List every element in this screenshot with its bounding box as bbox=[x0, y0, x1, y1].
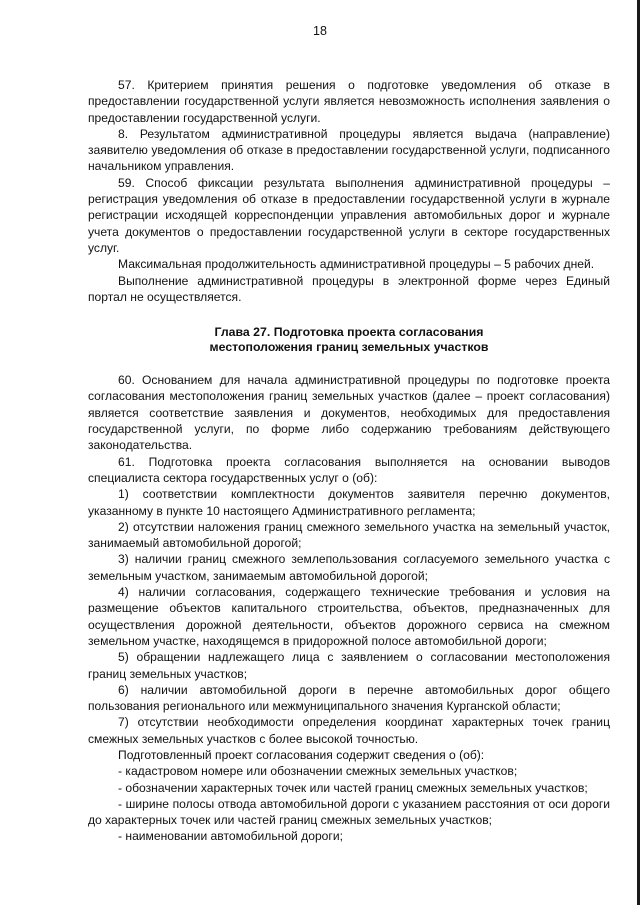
chapter-heading bbox=[88, 325, 610, 355]
paragraph-58: 8. Результатом административной процедуры является выдача (направление) заявителю уведомления об отказе в предоставлении государственной услуги, подписанного начальником управления. bbox=[88, 126, 610, 174]
paragraph-project-contents: Подготовленный проект согласования содержит сведения о (об): bbox=[118, 747, 485, 762]
list-item-6: 6) наличии автомобильной дороги в перечне автомобильных дорог общего пользования регионального или межмуниципального значения Курганской области; bbox=[88, 682, 610, 714]
paragraph-61: 61. Подготовка проекта согласования выполняется на основании выводов специалиста сектора государственных услуг о (об): bbox=[88, 454, 610, 485]
bullet-characteristic-points: - обозначении характерных точек или частей границ смежных земельных участков; bbox=[118, 780, 588, 795]
list-item-1: 1) соответствии комплектности документов заявителя перечню документов, указанному в пункте 10 настоящего Административного регламента; bbox=[88, 487, 610, 518]
list-item-3: 3) наличии границ смежного землепользования согласуемого земельного участка с земельным участком, занимаемым автомобильной дорогой; bbox=[88, 552, 610, 583]
list-item-7: 7) отсутствии необходимости определения координат характерных точек границ смежных земельных участков с более высокой точностью. bbox=[88, 715, 610, 746]
bullet-right-of-way-width: - ширине полосы отвода автомобильной дороги с указанием расстояния от оси дороги до характерных точек или частей границ смежных земельных участков; bbox=[88, 796, 610, 828]
list-item-5: 5) обращении надлежащего лица с заявлением о согласовании местоположения границ земельных участков; bbox=[88, 650, 610, 681]
chapter-heading-line1: Глава 27. Подготовка проекта согласования bbox=[214, 325, 484, 340]
paragraph-electronic-form: Выполнение административной процедуры в электронной форме через Единый портал не осуществляется. bbox=[88, 273, 610, 304]
paragraph-60: 60. Основанием для начала административной процедуры по подготовке проекта согласования местоположения границ земельных участков (далее – проект согласования) является соответствие заявления и документов, необходимых для предоставления государственной услуги, по форме либо содержанию требованиям действующего законодательства. bbox=[88, 373, 610, 453]
chapter-heading-line2: местоположения границ земельных участков bbox=[209, 340, 489, 355]
bullet-road-name: - наименовании автомобильной дороги; bbox=[118, 829, 343, 844]
list-item-4: 4) наличии согласования, содержащего технические требования и условия на размещение объектов капитального строительства, объектов, предназначенных для осуществления дорожной деятельности, объектов дорожного сервиса на смежном земельном участке, находящемся в придорожной полосе автомобильной дороги; bbox=[88, 585, 610, 648]
paragraph-59: 59. Способ фиксации результата выполнения административной процедуры – регистрация уведомления об отказе в предоставлении государственной услуги в журнале регистрации исходящей корреспонденции управления автомобильных дорог и журнале учета документов о предоставлении государственной услуги в секторе государственных услуг. bbox=[88, 175, 610, 255]
paragraph-max-duration: Максимальная продолжительность административной процедуры – 5 рабочих дней. bbox=[118, 257, 595, 272]
paragraph-57: 57. Критерием принятия решения о подготовке уведомления об отказе в предоставлении государственной услуги является невозможность исполнения заявления о предоставлении государственной услуги. bbox=[88, 78, 610, 125]
list-item-2: 2) отсутствии наложения границ смежного земельного участка на земельный участок, занимаемый автомобильной дорогой; bbox=[88, 519, 610, 551]
page-number: 18 bbox=[313, 24, 327, 38]
document-body bbox=[88, 77, 610, 845]
bullet-cadastral-number: - кадастровом номере или обозначении смежных земельных участков; bbox=[118, 764, 518, 779]
